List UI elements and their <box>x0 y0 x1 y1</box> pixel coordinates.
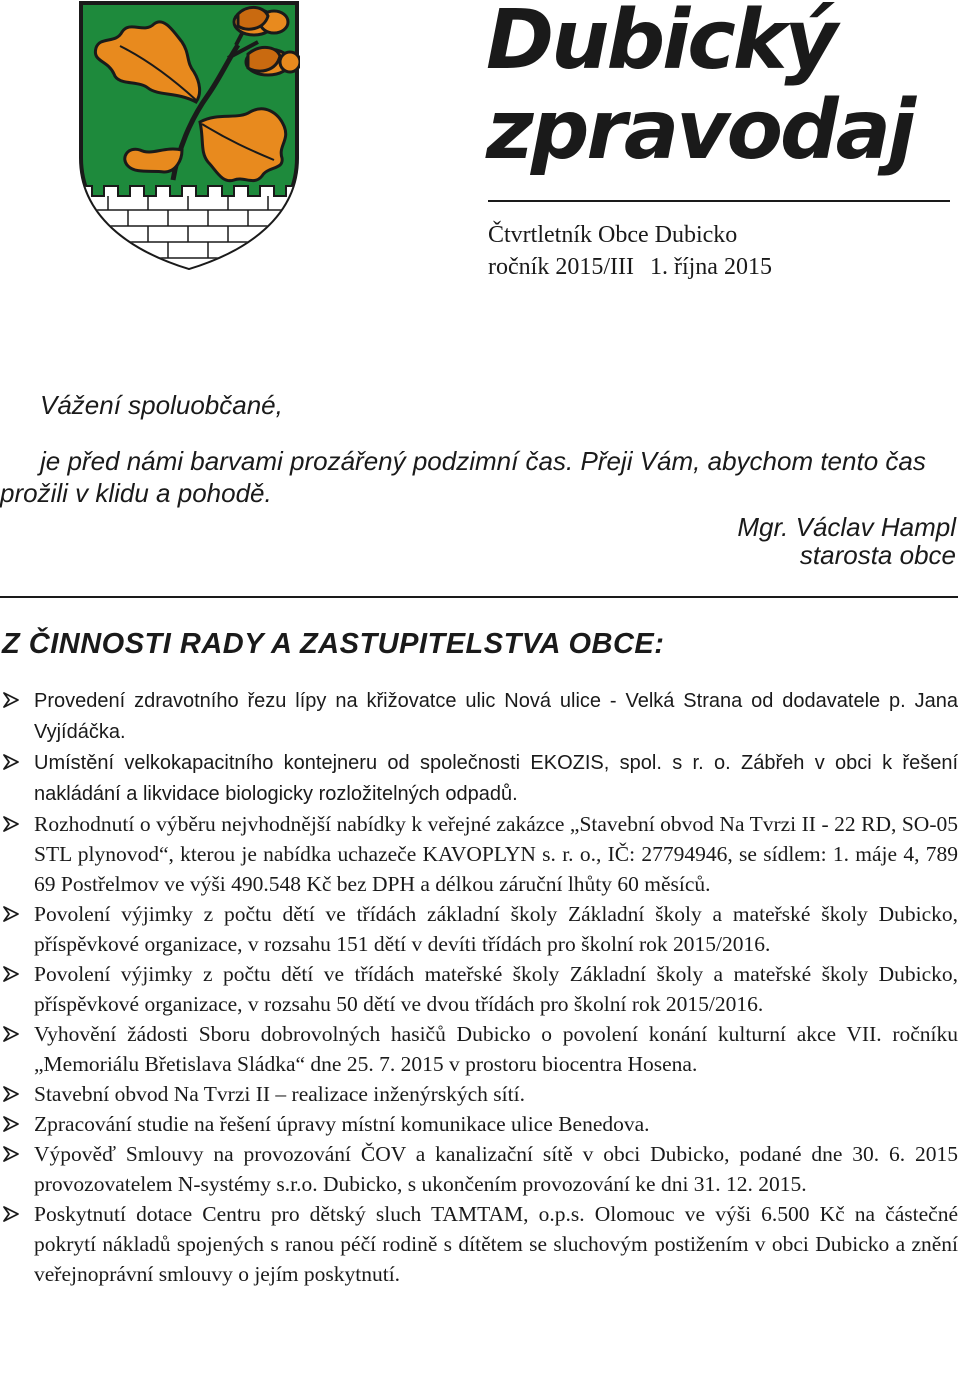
arrowhead-bullet-icon <box>0 685 24 715</box>
council-decisions-list <box>0 685 958 1289</box>
list-item <box>0 959 958 1019</box>
arrowhead-bullet-icon <box>0 1079 24 1109</box>
arrowhead-bullet-icon <box>0 809 24 839</box>
masthead-title-line2: zpravodaj <box>486 83 914 178</box>
section-title: Z ČINNOSTI RADY A ZASTUPITELSTVA OBCE: <box>2 628 665 660</box>
masthead-subtitle: Čtvrtletník Obce Dubicko <box>488 222 738 248</box>
arrowhead-bullet-icon <box>0 1199 24 1229</box>
greeting-message-line1: je před námi barvami prozářený podzimní čas. Přeji Vám, abychom tento čas <box>40 446 926 476</box>
list-item-text: Výpověď Smlouvy na provozování ČOV a kanalizační sítě v obci Dubicko, podané dne 30. 6. 2015 provozovatelem N-systémy s.r.o. Dubicko, s ukončením provozování ke dni 31. 12. 2015. <box>34 1142 958 1196</box>
list-item-text: Zpracování studie na řešení úpravy místní komunikace ulice Benedova. <box>34 1112 650 1136</box>
masthead-volume: ročník 2015/III <box>488 254 634 280</box>
list-item <box>0 1139 958 1199</box>
list-item-text: Rozhodnutí o výběru nejvhodnější nabídky k veřejné zakázce „Stavební obvod Na Tvrzi II - 22 RD, SO-05 STL plynovod“, kterou je nabídka uchazeče KAVOPLYN s. r. o., IČ: 27794946, se sídlem: 1. máje 4, 789 69 Postřelmov ve výši 490.548 Kč bez DPH a délkou záruční lhůty 60 měsíců. <box>34 812 958 896</box>
list-item-text: Vyhovění žádosti Sboru dobrovolných hasičů Dubicko o povolení konání kulturní akce VII. ročníku „Memoriálu Břetislava Sládka“ dne 25. 7. 2015 v prostoru biocentra Hosena. <box>34 1022 958 1076</box>
masthead-divider <box>488 200 950 202</box>
list-item <box>0 1079 958 1109</box>
arrowhead-bullet-icon <box>0 1019 24 1049</box>
list-item <box>0 1109 958 1139</box>
arrowhead-bullet-icon <box>0 959 24 989</box>
list-item <box>0 685 958 747</box>
list-item-text: Povolení výjimky z počtu dětí ve třídách základní školy Základní školy a mateřské školy Dubicko, příspěvkové organizace, v rozsahu 151 dětí v devíti třídách pro školní rok 2015/2016. <box>34 902 958 956</box>
list-item <box>0 747 958 809</box>
list-item <box>0 809 958 899</box>
list-item-text: Povolení výjimky z počtu dětí ve třídách mateřské školy Základní školy a mateřské školy Dubicko, příspěvkové organizace, v rozsahu 50 dětí ve dvou třídách pro školní rok 2015/2016. <box>34 962 958 1016</box>
masthead-title-line1: Dubický <box>486 0 835 88</box>
list-item-text: Stavební obvod Na Tvrzi II – realizace inženýrských sítí. <box>34 1082 525 1106</box>
arrowhead-bullet-icon <box>0 747 24 777</box>
masthead-title <box>486 0 913 176</box>
signature-name: Mgr. Václav Hampl <box>737 512 956 542</box>
list-item <box>0 1199 958 1289</box>
list-item-text: Poskytnutí dotace Centru pro dětský sluch TAMTAM, o.p.s. Olomouc ve výši 6.500 Kč na částečné pokrytí nákladů spojených s ranou péčí rodině s dítětem se sluchovým postižením v obci Dubicko a znění veřejnoprávní smlouvy o jejím poskytnutí. <box>34 1202 958 1286</box>
list-item <box>0 899 958 959</box>
list-item <box>0 1019 958 1079</box>
oak-branch-crest-icon <box>78 0 300 270</box>
masthead-meta <box>488 219 772 283</box>
masthead-date: 1. října 2015 <box>649 254 772 280</box>
greeting-salutation: Vážení spoluobčané, <box>40 390 283 420</box>
arrowhead-bullet-icon <box>0 1139 24 1169</box>
masthead-issue <box>488 251 772 283</box>
list-item-text: Umístění velkokapacitního kontejneru od společnosti EKOZIS, spol. s r. o. Zábřeh v obci k řešení nakládání a likvidace biologicky rozložitelných odpadů. <box>34 752 958 805</box>
arrowhead-bullet-icon <box>0 1109 24 1139</box>
greeting-message-line2: prožili v klidu a pohodě. <box>0 478 272 508</box>
arrowhead-bullet-icon <box>0 899 24 929</box>
list-item-text: Provedení zdravotního řezu lípy na křižovatce ulic Nová ulice - Velká Strana od dodavatele p. Jana Vyjídáčka. <box>34 690 958 743</box>
section-divider <box>0 596 958 598</box>
signature-role: starosta obce <box>799 540 956 570</box>
